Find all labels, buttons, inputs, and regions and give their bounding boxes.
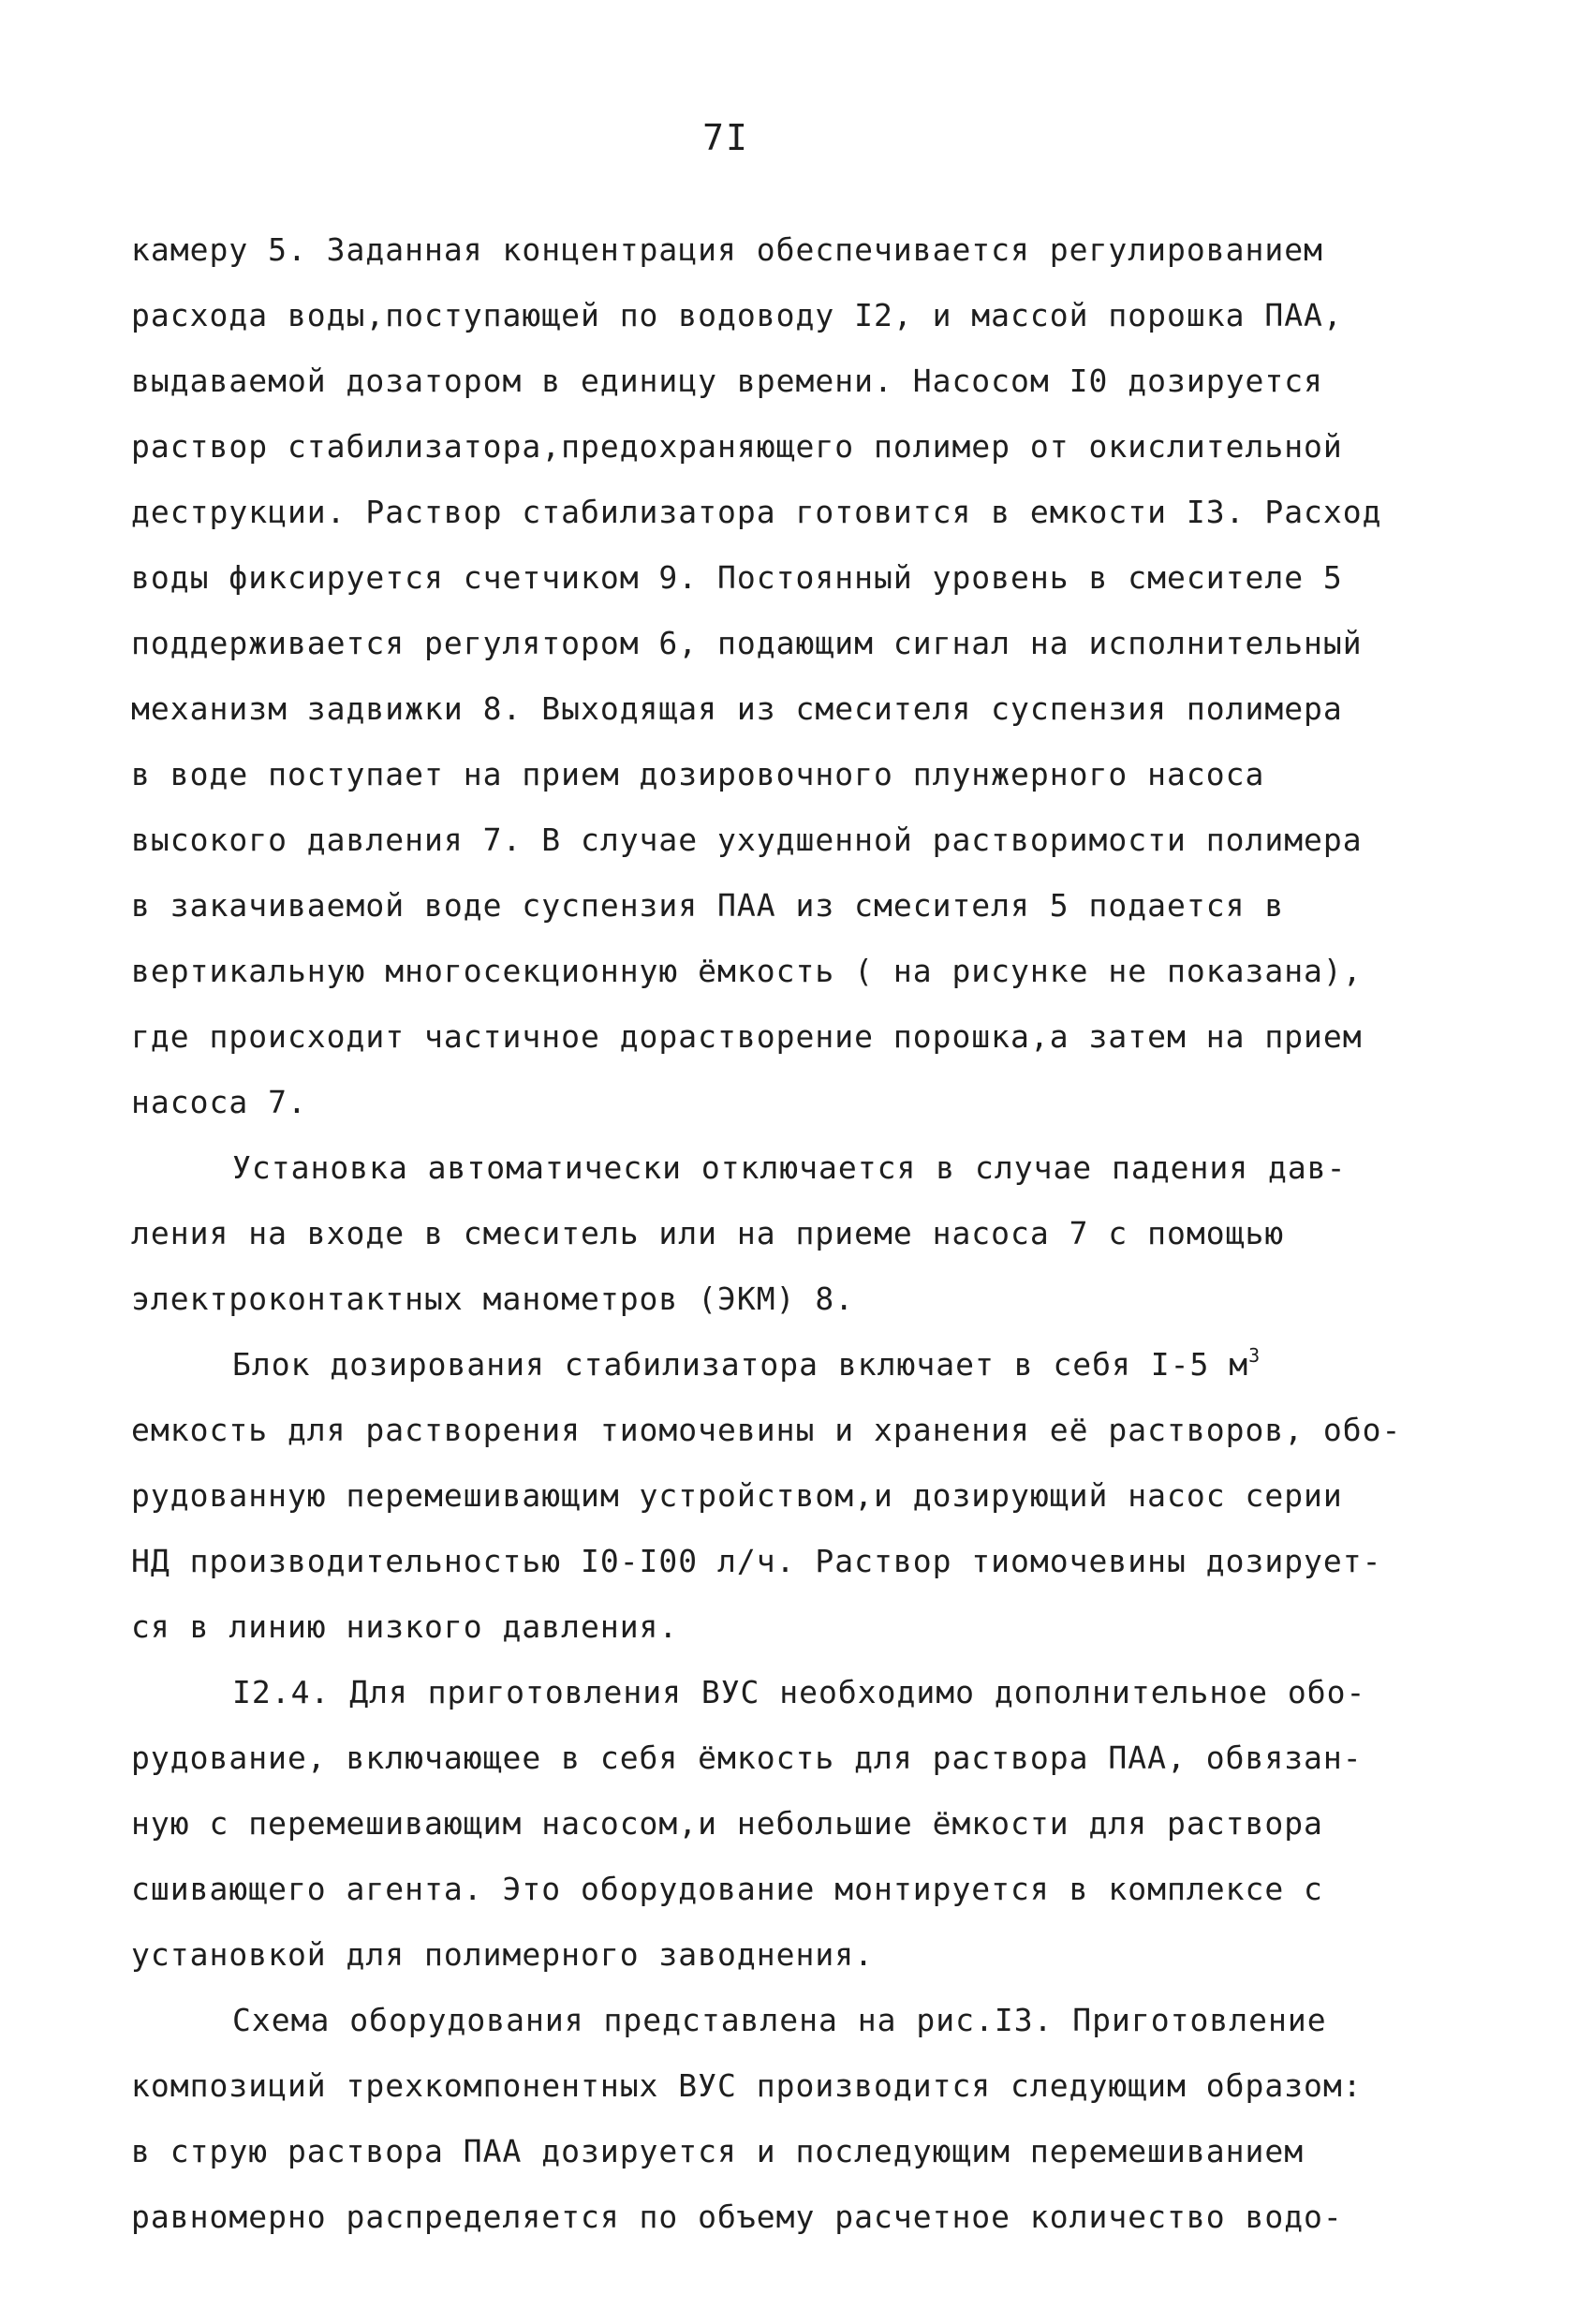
text-line: механизм задвижки 8. Выходящая из смесителя суспензия полимера	[131, 690, 1343, 727]
text-line: где происходит частичное дорастворение порошка,а затем на прием	[131, 1018, 1363, 1055]
text-line: ления на входе в смеситель или на приеме насоса 7 с помощью	[131, 1215, 1285, 1251]
page-number: 7I	[702, 117, 749, 158]
text-line: электроконтактных манометров (ЭКМ) 8.	[131, 1280, 855, 1317]
text-line: камеру 5. Заданная концентрация обеспечивается регулированием	[131, 231, 1323, 268]
text-line: раствор стабилизатора,предохраняющего полимер от окислительной	[131, 428, 1343, 465]
text-line: расхода воды,поступающей по водоводу I2, и массой порошка ПАА,	[131, 297, 1343, 333]
text-line: сшивающего агента. Это оборудование монтируется в комплексе с	[131, 1871, 1323, 1907]
text-line: композиций трехкомпонентных ВУС производится следующим образом:	[131, 2067, 1363, 2104]
paragraph-first-line	[131, 1332, 1442, 1398]
text-line: в закачиваемой воде суспензия ПАА из смесителя 5 подается в	[131, 887, 1285, 924]
text-line: деструкции. Раствор стабилизатора готовится в емкости I3. Расход	[131, 494, 1382, 530]
text-line: ся в линию низкого давления.	[131, 1608, 679, 1645]
text-line: рудование, включающее в себя ёмкость для раствора ПАА, обвязан-	[131, 1739, 1363, 1776]
text-line: в воде поступает на прием дозировочного плунжерного насоса	[131, 756, 1265, 792]
text-line: в струю раствора ПАА дозируется и последующим перемешиванием	[131, 2133, 1305, 2169]
text-line: ную с перемешивающим насосом,и небольшие ёмкости для раствора	[131, 1805, 1323, 1842]
text-line: установкой для полимерного заводнения.	[131, 1936, 874, 1973]
paragraph-first-line: Схема оборудования представлена на рис.I3. Приготовление	[232, 2002, 1327, 2038]
text-line: равномерно распределяется по объему расчетное количество водо-	[131, 2198, 1343, 2235]
paragraph-first-line: Установка автоматически отключается в случае падения дав-	[232, 1149, 1347, 1186]
text-line: воды фиксируется счетчиком 9. Постоянный уровень в смесителе 5	[131, 559, 1343, 596]
text-line: рудованную перемешивающим устройством,и дозирующий насос серии	[131, 1477, 1343, 1514]
text-fragment: Блок дозирования стабилизатора включает в себя I-5 м	[232, 1346, 1249, 1383]
text-line: НД производительностью I0-I00 л/ч. Раствор тиомочевины дозирует-	[131, 1543, 1382, 1579]
superscript: 3	[1248, 1344, 1261, 1367]
text-line: высокого давления 7. В случае ухудшенной растворимости полимера	[131, 822, 1363, 858]
text-line: вертикальную многосекционную ёмкость ( на рисунке не показана),	[131, 953, 1363, 989]
body-text	[131, 217, 1442, 2250]
text-line: выдаваемой дозатором в единицу времени. Насосом I0 дозируется	[131, 363, 1323, 399]
text-line: поддерживается регулятором 6, подающим сигнал на исполнительный	[131, 625, 1363, 661]
text-line: насоса 7.	[131, 1084, 307, 1120]
section-heading-line: I2.4. Для приготовления ВУС необходимо дополнительное обо-	[232, 1674, 1366, 1710]
text-line: емкость для растворения тиомочевины и хранения её растворов, обо-	[131, 1412, 1402, 1448]
